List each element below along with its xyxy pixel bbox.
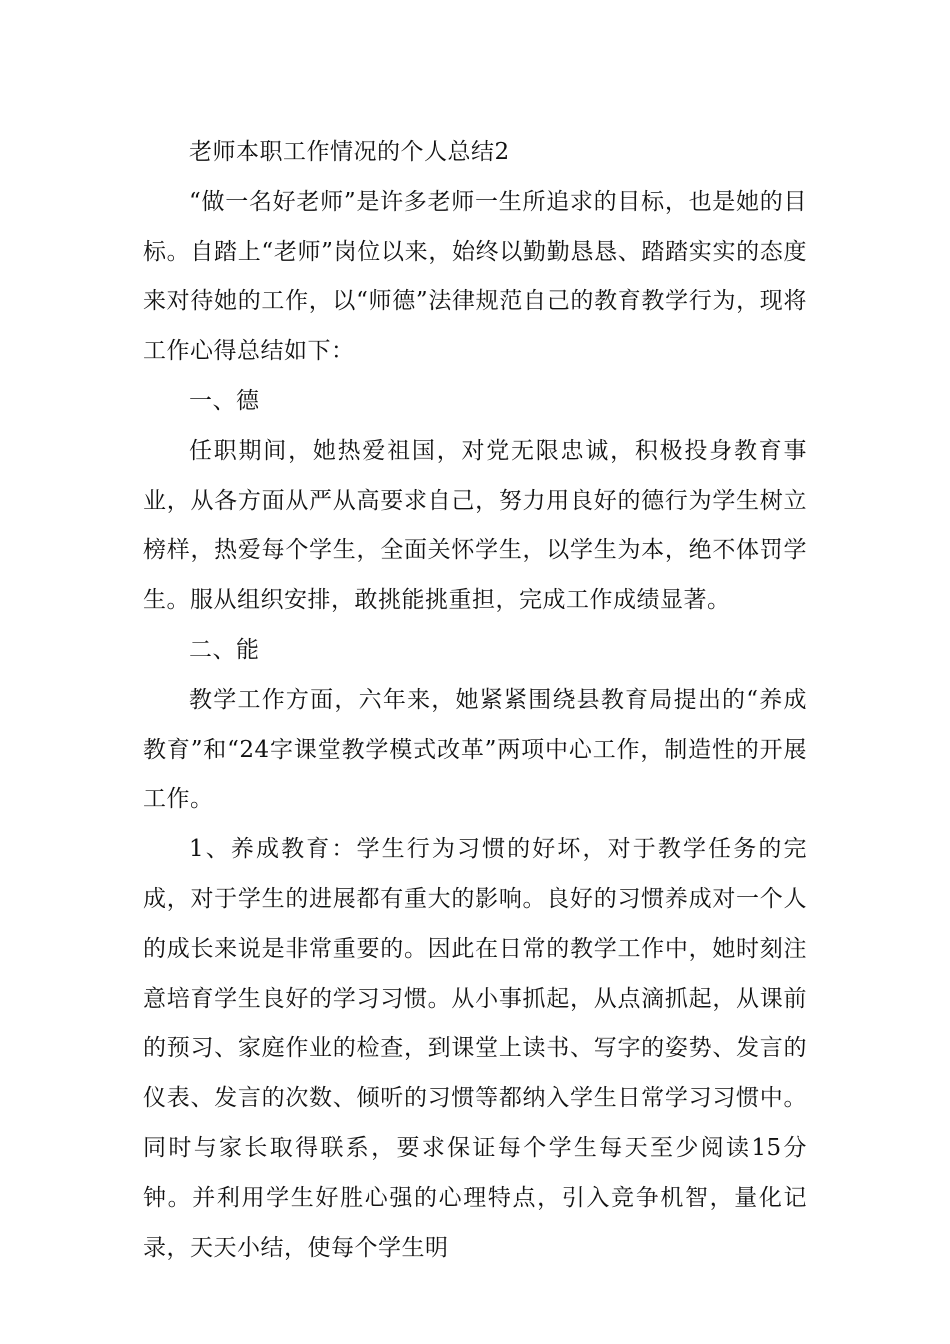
section-heading-neng: 二、能: [189, 636, 260, 663]
paragraph-neng: 教学工作方面，六年来，她紧紧围绕县教育局提出的“养成教育”和“24字课堂教学模式改革”两项中心工作，制造性的开展工作。: [143, 686, 807, 813]
section-heading-de: 一、德: [189, 387, 260, 414]
document-page: [143, 128, 807, 1273]
document-title: 老师本职工作情况的个人总结2: [189, 139, 510, 165]
paragraph-de: 任职期间，她热爱祖国，对党无限忠诚，积极投身教育事业，从各方面从严从高要求自己，努力用良好的德行为学生树立榜样，热爱每个学生，全面关怀学生，以学生为本，绝不体罚学生。服从组织安排，敢挑能挑重担，完成工作成绩显著。: [143, 437, 807, 614]
paragraph-intro: “做一名好老师”是许多老师一生所追求的目标，也是她的目标。自踏上“老师”岗位以来，始终以勤勤恳恳、踏踏实实的态度来对待她的工作，以“师德”法律规范自己的教育教学行为，现将工作心得总结如下：: [143, 188, 807, 365]
paragraph-habit-education: 1、养成教育：学生行为习惯的好坏，对于教学任务的完成，对于学生的进展都有重大的影响。良好的习惯养成对一个人的成长来说是非常重要的。因此在日常的教学工作中，她时刻注意培育学生良好的学习习惯。从小事抓起，从点滴抓起，从课前的预习、家庭作业的检查，到课堂上读书、写字的姿势、发言的仪表、发言的次数、倾听的习惯等都纳入学生日常学习习惯中。同时与家长取得联系，要求保证每个学生每天至少阅读15分钟。并利用学生好胜心强的心理特点，引入竞争机智，量化记录，天天小结，使每个学生明: [143, 836, 807, 1261]
